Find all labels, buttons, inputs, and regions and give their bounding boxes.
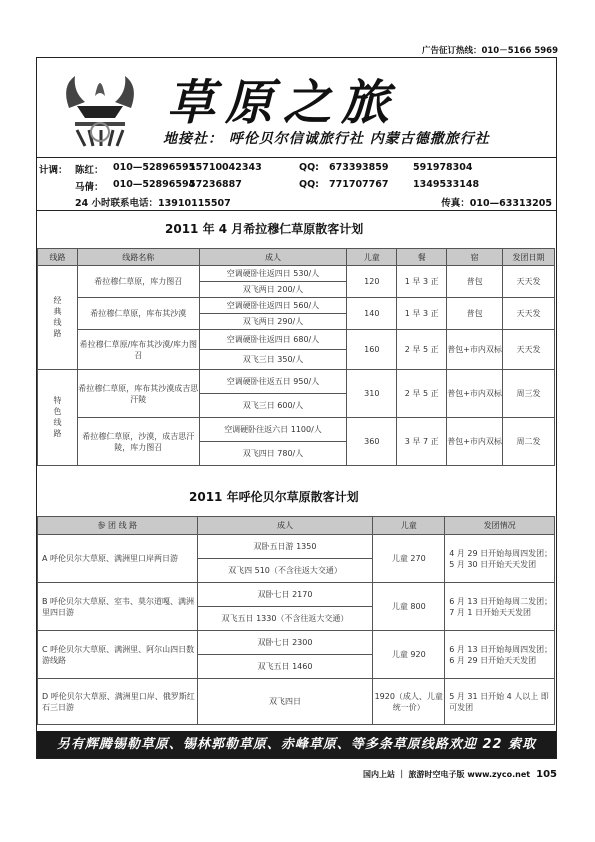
route: D 呼伦贝尔大草原、满洲里口岸、俄罗斯红石三日游 [38,679,198,725]
child-price: 儿童 270 [373,535,445,583]
depart-info: 5 月 31 日开始 4 人以上 即可发团 [445,679,555,725]
route-name: 希拉穆仁草原，沙漠，成吉思汗陵，库力图召 [77,418,199,466]
adult-price: 双飞三日 350/人 [199,350,347,370]
contact-2-name: 马倩： [75,182,104,193]
depart-date: 天天发 [503,330,555,370]
route: B 呼伦贝尔大草原、室韦、莫尔道嘎、满洲里四日游 [38,583,198,631]
header-stay: 宿 [447,249,503,266]
adult-price: 空调硬卧往返四日 560/人 [199,298,347,314]
contact-2-phone: 010—52896594 [113,179,196,190]
contact-1-qq1: 673393859 [329,162,389,173]
meal: 2 早 5 正 [397,370,447,418]
logo-icon [55,66,145,148]
plan1-table [37,248,555,466]
stay: 普包 [447,298,503,330]
route: A 呼伦贝尔大草原、满洲里口岸两日游 [38,535,198,583]
adult-price: 双飞两日 200/人 [199,282,347,298]
depart-info: 4 月 29 日开始每周四发团；5 月 30 日开始天天发团 [445,535,555,583]
header [37,58,556,157]
header-meal: 餐 [397,249,447,266]
meal: 3 早 7 正 [397,418,447,466]
contact-2-qq1: 771707767 [329,179,389,190]
meal: 1 早 3 正 [397,298,447,330]
bottom-banner: 另有辉腾锡勒草原、锡林郭勒草原、赤峰草原、等多条草原线路欢迎 22 索取 [37,731,556,758]
depart-date: 天天发 [503,266,555,298]
adult-price: 双卧五日游 1350 [197,535,373,559]
fax: 传真：010—63313205 [441,198,552,209]
depart-date: 周二发 [503,418,555,466]
contact-1-phone: 010—52896595 [113,162,196,173]
meal: 1 早 3 正 [397,266,447,298]
adult-price: 双飞四日 780/人 [199,442,347,466]
stay: 普包+市内双标 [447,370,503,418]
route-name: 希拉穆仁草原，库布其沙漠 [77,298,199,330]
route-name: 希拉穆仁草原，库布其沙漠成吉思汗陵 [77,370,199,418]
page-frame [36,57,557,759]
footer-text: 国内上站 ｜ 旅游时空电子版 www.zyco.net [362,770,531,779]
adult-price: 双飞三日 600/人 [199,394,347,418]
header-route: 线路 [38,249,78,266]
table-row [38,679,555,725]
adult-price: 双飞四日 [197,679,373,725]
meal: 2 早 5 正 [397,330,447,370]
header-info: 发团情况 [445,517,555,535]
adult-price: 空调硬卧往返四日 680/人 [199,330,347,350]
table-row [38,249,555,266]
group-label-classic: 经典线路 [38,266,78,370]
hotline-24h: 24 小时联系电话：13910115507 [75,198,231,209]
contact-1-qq2: 591978304 [413,162,473,173]
plan2-table [37,516,555,725]
header-child: 儿童 [373,517,445,535]
brand-title: 草原之旅 [167,75,400,131]
route: C 呼伦贝尔大草原、满洲里、阿尔山四日数游线路 [38,631,198,679]
depart-date: 天天发 [503,298,555,330]
depart-date: 周三发 [503,370,555,418]
stay: 普包 [447,266,503,298]
adult-price: 双飞五日 1460 [197,655,373,679]
adult-price: 双卧七日 2170 [197,583,373,607]
stay: 普包+市内双标 [447,330,503,370]
contact-2-mobile: 57236887 [189,179,242,190]
adult-price: 双卧七日 2300 [197,631,373,655]
plan2-title: 2011 年呼伦贝尔草原散客计划 [189,490,359,504]
page-number: 105 [536,769,557,780]
plan1-title: 2011 年 4 月希拉穆仁草原散客计划 [165,222,364,236]
child-price: 1920（成人、儿童统一价） [373,679,445,725]
child-price: 120 [347,266,397,298]
child-price: 儿童 800 [373,583,445,631]
adult-price: 空调硬卧往返四日 530/人 [199,266,347,282]
child-price: 160 [347,330,397,370]
header-adult: 成人 [197,517,373,535]
table-row [38,266,555,282]
child-price: 360 [347,418,397,466]
table-row [38,330,555,350]
ad-hotline: 广告征订热线：010－5166 5969 [421,46,558,56]
footer [363,769,557,780]
stay: 普包+市内双标 [447,418,503,466]
table-row [38,517,555,535]
group-label-special: 特色线路 [38,370,78,466]
header-route-name: 线路名称 [77,249,199,266]
header-child: 儿童 [347,249,397,266]
adult-price: 双飞五日 1330（不含往返大交通） [197,607,373,631]
table-row [38,298,555,314]
contact-1-name: 陈红： [75,165,104,176]
table-row [38,583,555,607]
depart-info: 6 月 13 日开始每周四发团；6 月 29 日开始天天发团 [445,631,555,679]
adult-price: 双飞两日 290/人 [199,314,347,330]
contact-2-qq-label: QQ: [299,179,319,190]
child-price: 310 [347,370,397,418]
plan-label: 计调： [39,165,68,176]
header-adult: 成人 [199,249,347,266]
adult-price: 双飞四 510（不含往返大交通） [197,559,373,583]
contact-2-qq2: 1349533148 [413,179,480,190]
adult-price: 空调硬卧往返五日 950/人 [199,370,347,394]
child-price: 儿童 920 [373,631,445,679]
header-date: 发团日期 [503,249,555,266]
contact-1-qq-label: QQ: [299,162,319,173]
contacts-block [37,157,556,211]
child-price: 140 [347,298,397,330]
depart-info: 6 月 13 日开始每周二发团；7 月 1 日开始天天发团 [445,583,555,631]
route-name: 希拉穆仁草原，库力图召 [77,266,199,298]
contact-1-mobile: 15710042343 [189,162,262,173]
table-row [38,631,555,655]
adult-price: 空调硬卧往返六日 1100/人 [199,418,347,442]
table-row [38,418,555,442]
route-name: 希拉穆仁草原/库布其沙漠/库力图召 [77,330,199,370]
table-row [38,370,555,394]
operators: 地接社： 呼伦贝尔信诚旅行社 内蒙古德撒旅行社 [163,131,490,147]
header-route: 参 团 线 路 [38,517,198,535]
table-row [38,535,555,559]
